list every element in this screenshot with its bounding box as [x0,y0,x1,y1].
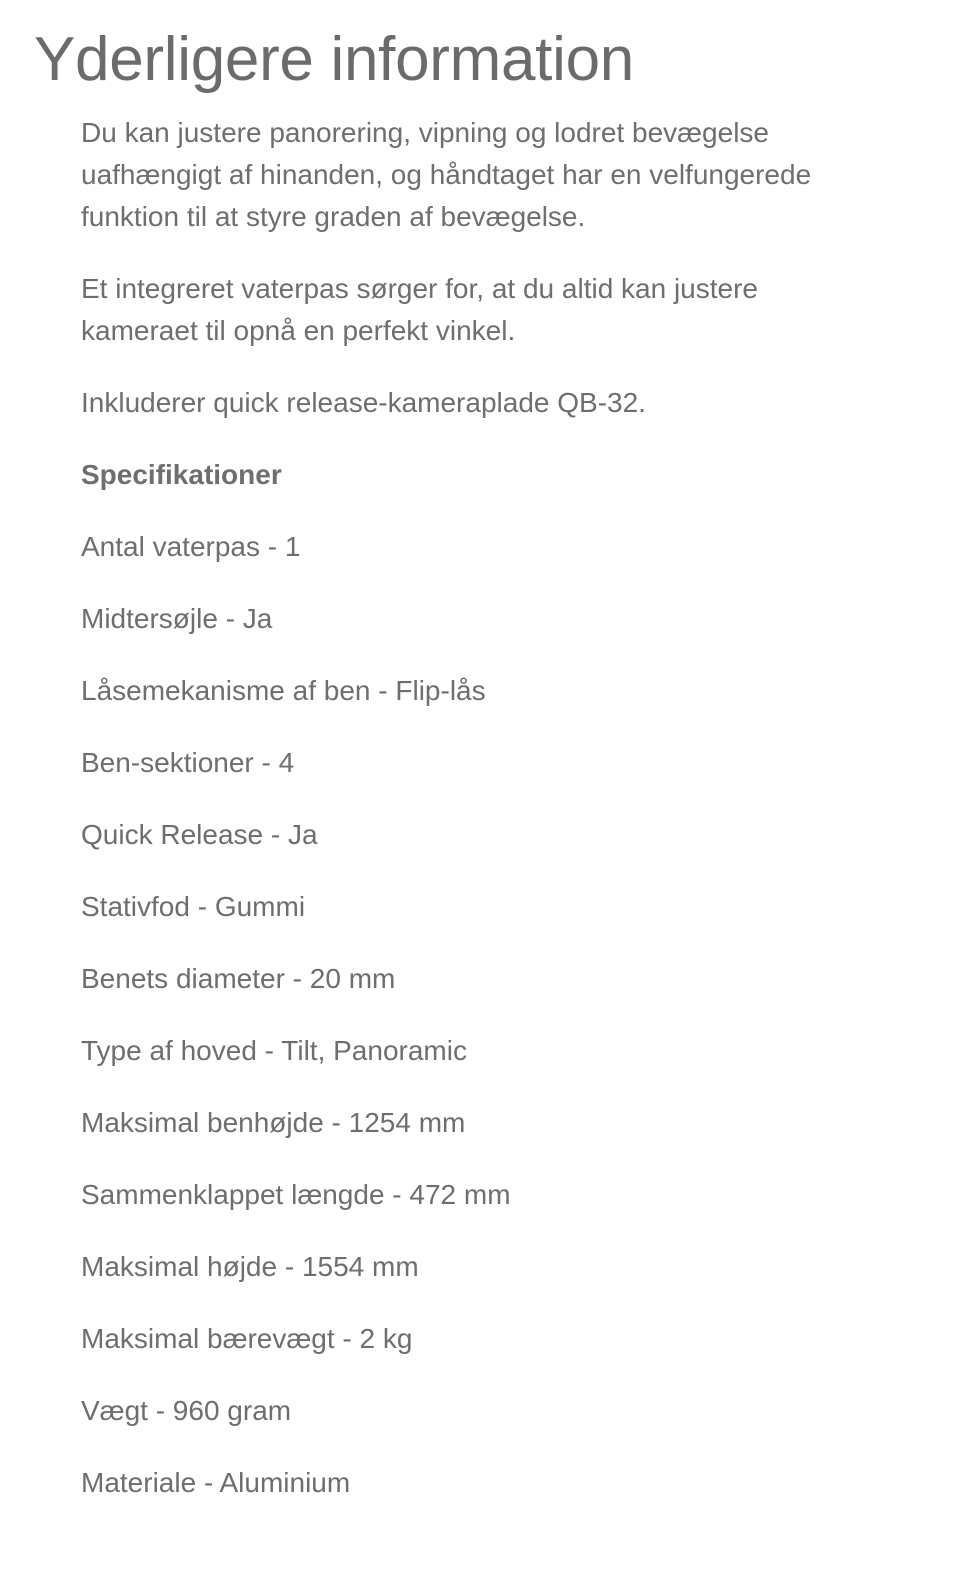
spec-item: Stativfod - Gummi [81,891,306,922]
spec-item: Vægt - 960 gram [81,1395,292,1426]
spec-item: Antal vaterpas - 1 [81,531,301,562]
spec-item: Maksimal bærevægt - 2 kg [81,1323,413,1354]
spec-item: Type af hoved - Tilt, Panoramic [81,1035,467,1066]
spec-item: Maksimal højde - 1554 mm [81,1251,419,1282]
description-paragraph: Du kan justere panorering, vipning og lodret bevægelse uafhængigt af hinanden, og håndtaget har en velfungerede funktion til at styre graden af bevægelse. [81,117,812,232]
spec-item: Låsemekanisme af ben - Flip-lås [81,675,486,706]
spec-item: Maksimal benhøjde - 1254 mm [81,1107,466,1138]
spec-item: Quick Release - Ja [81,819,318,850]
spec-item: Ben-sektioner - 4 [81,747,295,778]
page-title: Yderligere information [34,25,634,94]
content [81,112,941,1534]
description-paragraph: Inkluderer quick release-kameraplade QB-32. [81,387,646,418]
spec-item: Midtersøjle - Ja [81,603,273,634]
spec-item: Materiale - Aluminium [81,1467,351,1498]
description-paragraph: Et integreret vaterpas sørger for, at du altid kan justere kameraet til opnå en perfekt vinkel. [81,273,759,346]
spec-item: Sammenklappet længde - 472 mm [81,1179,511,1210]
specs-list [81,526,941,1534]
specs-heading: Specifikationer [81,459,282,490]
spec-item: Benets diameter - 20 mm [81,963,396,994]
